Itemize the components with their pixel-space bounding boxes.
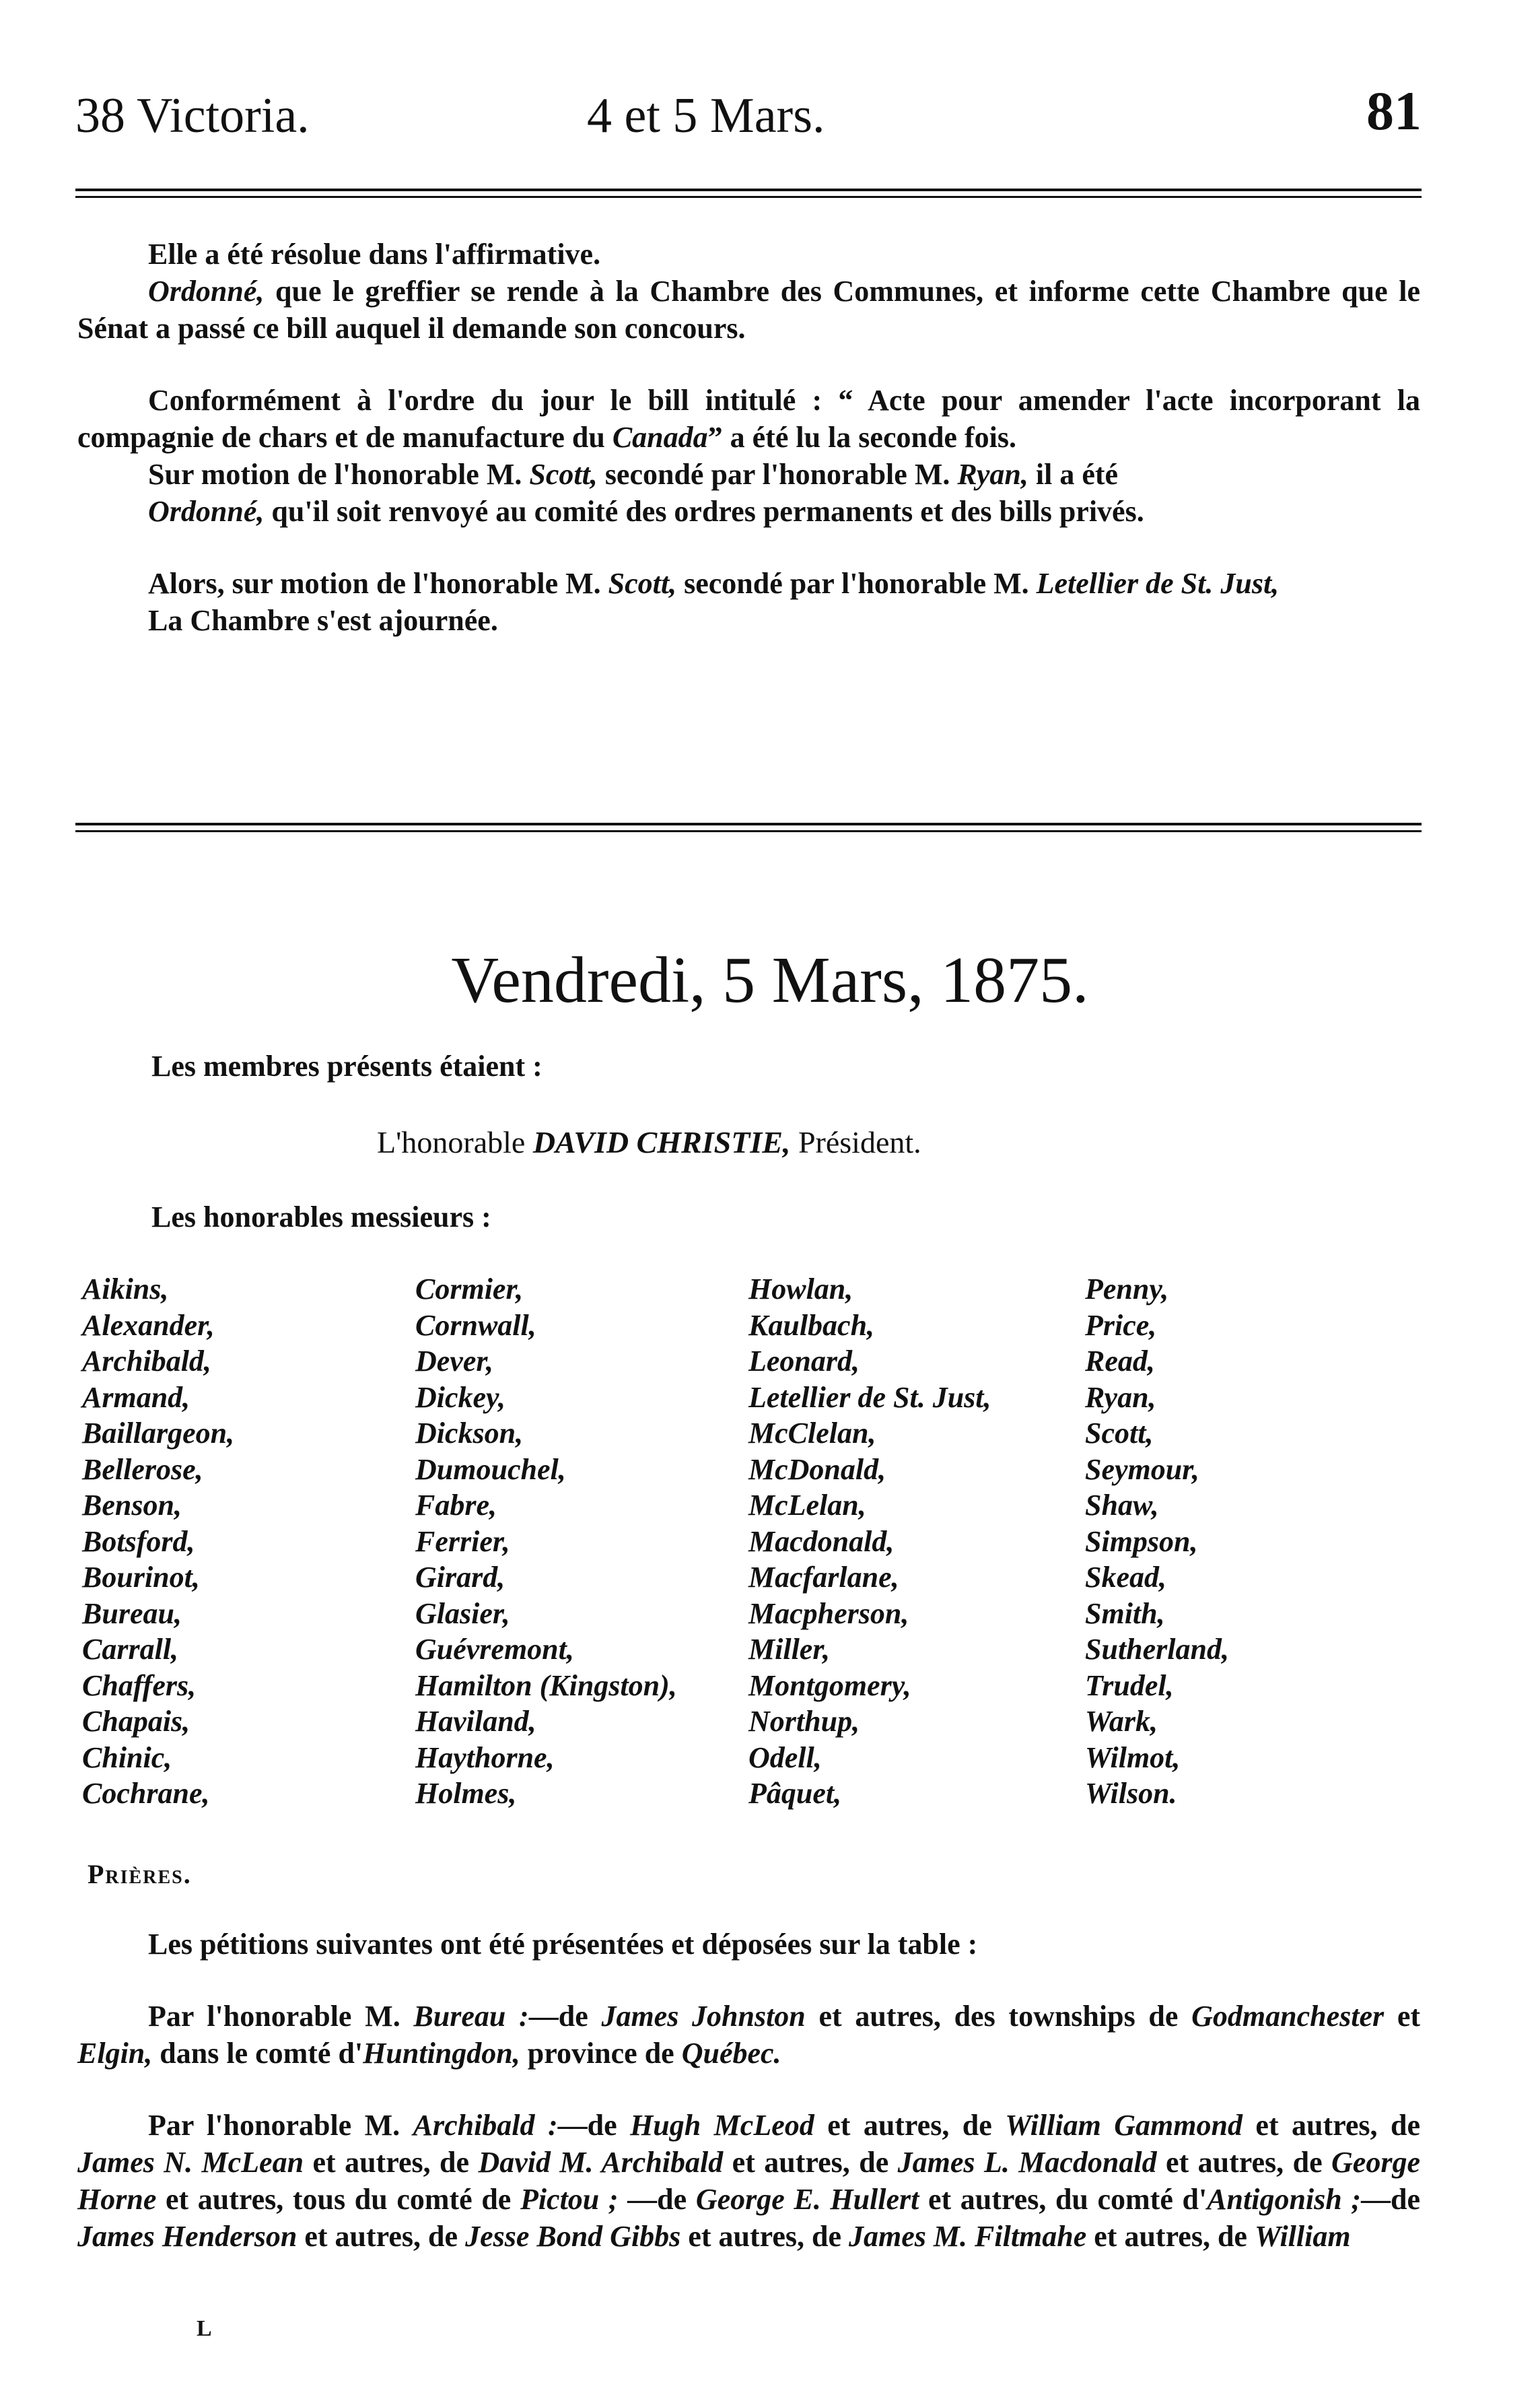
petitions-section: [77, 1926, 1420, 2255]
member-name: Girard,: [415, 1561, 505, 1594]
members-intro: Les membres présents étaient :: [151, 1050, 542, 1083]
petition-paragraph: Par l'honorable M. Archibald :—de Hugh McLeod et autres, de William Gammond et autres, de James N. McLean et autres, de David M. Archibald et autres, de James L. Macdonald et autres, de George Horne et autres, tous du comté de Pictou ; —de George E. Hullert et autres, du comté d'Antigonish ;—de James Henderson et autres, de Jesse Bond Gibbs et autres, de James M. Filtmahe et autres, de William: [77, 2109, 1421, 2253]
page-number: 81: [1366, 80, 1422, 141]
member-name: McClelan,: [748, 1417, 876, 1450]
member-name: Penny,: [1085, 1273, 1169, 1306]
member-name: Haviland,: [415, 1705, 536, 1738]
member-name: Dickson,: [415, 1417, 524, 1450]
member-name: Macdonald,: [748, 1524, 895, 1558]
member-name: Glasier,: [415, 1596, 510, 1630]
member-name: Price,: [1085, 1308, 1157, 1342]
member-name: Shaw,: [1085, 1489, 1159, 1522]
member-name: Skead,: [1085, 1561, 1166, 1594]
member-name: Macpherson,: [748, 1596, 909, 1630]
member-name: Sutherland,: [1085, 1633, 1229, 1666]
member-name: Leonard,: [748, 1345, 860, 1378]
member-name: Dever,: [415, 1345, 494, 1378]
member-name: Holmes,: [415, 1777, 517, 1810]
member-name: Bellerose,: [82, 1452, 203, 1486]
member-name: Cornwall,: [415, 1308, 536, 1342]
member-name: Pâquet,: [748, 1777, 842, 1810]
paragraph: Ordonné, que le greffier se rende à la Chambre des Communes, et informe cette Chambre que le Sénat a passé ce bill auquel il demande son concours.: [77, 275, 1420, 345]
member-name: Ryan,: [1085, 1380, 1156, 1414]
member-name: Chapais,: [82, 1705, 190, 1738]
member-name: Chinic,: [82, 1740, 172, 1774]
member-name: Letellier de St. Just,: [748, 1380, 991, 1414]
member-name: Montgomery,: [748, 1668, 911, 1702]
member-name: McDonald,: [748, 1452, 886, 1486]
petition-paragraph: Par l'honorable M. Bureau :—de James Johnston et autres, des townships de Godmanchester et Elgin, dans le comté d'Huntingdon, province de Québec.: [77, 2000, 1421, 2070]
member-name: Chaffers,: [82, 1668, 197, 1702]
member-name: Wilmot,: [1085, 1740, 1181, 1774]
member-name: Cormier,: [415, 1273, 524, 1306]
members-list: [82, 1271, 1415, 1823]
member-name: Carrall,: [82, 1633, 179, 1666]
paragraph: Sur motion de l'honorable M. Scott, secondé par l'honorable M. Ryan, il a été: [148, 458, 1119, 491]
member-name: Seymour,: [1085, 1452, 1199, 1486]
member-name: Odell,: [748, 1740, 822, 1774]
member-name: Aikins,: [82, 1273, 169, 1306]
member-name: Bourinot,: [82, 1561, 200, 1594]
member-name: Howlan,: [748, 1273, 853, 1306]
member-name: Kaulbach,: [748, 1308, 875, 1342]
member-name: Cochrane,: [82, 1777, 210, 1810]
section-rule: [75, 823, 1422, 832]
member-name: Hamilton (Kingston),: [415, 1668, 677, 1702]
member-name: Haythorne,: [415, 1740, 555, 1774]
member-name: Bureau,: [82, 1596, 182, 1630]
members-column-1: [82, 1271, 234, 1812]
member-name: Macfarlane,: [748, 1561, 899, 1594]
member-name: Smith,: [1085, 1596, 1165, 1630]
member-name: Dickey,: [415, 1380, 505, 1414]
member-name: Wilson.: [1085, 1777, 1177, 1810]
header-rule: [75, 189, 1422, 198]
member-name: Botsford,: [82, 1524, 195, 1558]
members-column-3: [748, 1271, 991, 1812]
paragraph: Alors, sur motion de l'honorable M. Scott, secondé par l'honorable M. Letellier de St. Just,: [148, 567, 1280, 600]
paragraph: Elle a été résolue dans l'affirmative.: [148, 238, 601, 271]
member-name: Wark,: [1085, 1705, 1158, 1738]
top-section: [77, 236, 1420, 639]
page-header: [75, 79, 1422, 160]
member-name: Baillargeon,: [82, 1417, 235, 1450]
session-label: 38 Victoria.: [75, 88, 310, 143]
section-title: Vendredi, 5 Mars, 1875.: [451, 944, 1089, 1017]
member-name: Benson,: [82, 1489, 182, 1522]
date-label: 4 et 5 Mars.: [587, 88, 825, 143]
members-column-4: [1085, 1271, 1229, 1812]
member-name: Simpson,: [1085, 1524, 1198, 1558]
paragraph: Conformément à l'ordre du jour le bill intitulé : “ Acte pour amender l'acte incorporant la compagnie de chars et de manufacture du Canada” a été lu la seconde fois.: [77, 384, 1420, 454]
member-name: Armand,: [82, 1380, 190, 1414]
member-name: Scott,: [1085, 1417, 1154, 1450]
member-name: Fabre,: [415, 1489, 497, 1522]
signature-letter: L: [197, 2316, 212, 2341]
member-name: Ferrier,: [415, 1524, 510, 1558]
member-name: Dumouchel,: [415, 1452, 566, 1486]
member-name: Guévremont,: [415, 1633, 574, 1666]
member-name: Trudel,: [1085, 1668, 1174, 1702]
member-name: McLelan,: [748, 1489, 866, 1522]
members-column-2: [415, 1271, 677, 1812]
member-name: Alexander,: [82, 1308, 215, 1342]
petitions-intro: Les pétitions suivantes ont été présentées et déposées sur la table :: [148, 1928, 978, 1961]
president-line: L'honorable DAVID CHRISTIE, Président.: [377, 1125, 921, 1159]
member-name: Read,: [1085, 1345, 1155, 1378]
prieres-heading: Prières.: [88, 1859, 192, 1889]
member-name: Miller,: [748, 1633, 831, 1666]
paragraph: Ordonné, qu'il soit renvoyé au comité des ordres permanents et des bills privés.: [148, 495, 1144, 528]
member-name: Northup,: [748, 1705, 860, 1738]
messieurs-label: Les honorables messieurs :: [151, 1200, 491, 1233]
member-name: Archibald,: [82, 1345, 211, 1378]
paragraph: La Chambre s'est ajournée.: [148, 604, 498, 637]
